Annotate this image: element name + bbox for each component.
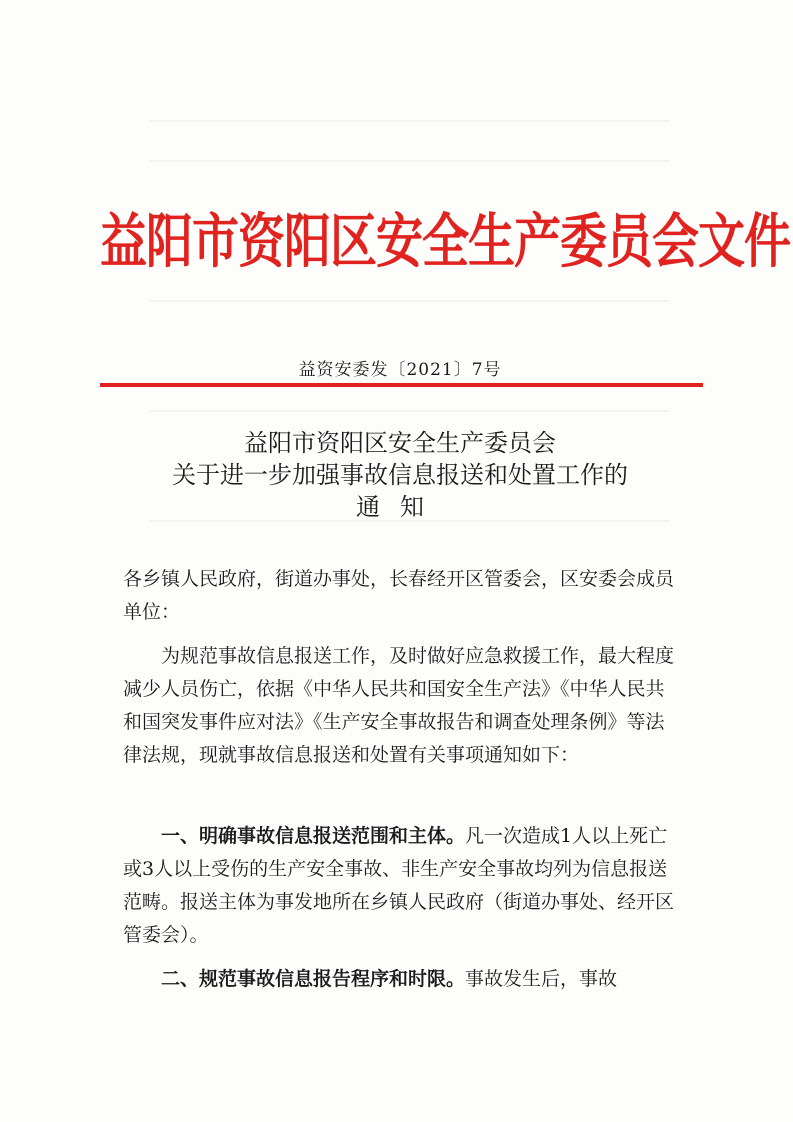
- intro-paragraph: 为规范事故信息报送工作，及时做好应急救援工作，最大程度减少人员伤亡，依据《中华人民共和国安全生产法》《中华人民共和国突发事件应对法》《生产安全事故报告和调查处理条例》等法律法规，现就事故信息报送和处置有关事项通知如下：: [123, 645, 675, 766]
- section-1-paragraph: [123, 820, 683, 952]
- bleed-through-mark: [150, 160, 670, 162]
- bleed-through-mark: [150, 120, 670, 122]
- bleed-through-mark: [150, 300, 670, 302]
- document-number: 益资安委发〔2021〕7号: [298, 360, 502, 380]
- document-header-title: 益阳市资阳区安全生产委员会文件: [100, 207, 790, 277]
- section-1-text: 凡一次造成1人以上死亡或3人以上受伤的生产安全事故、非生产安全事故均列为信息报送范畴。报送主体为事发地所在乡镇人民政府（街道办事处、经开区管委会）。: [123, 825, 675, 946]
- section-2-text: 事故发生后，事故: [465, 968, 618, 990]
- bleed-through-mark: [150, 410, 670, 412]
- salutation: 各乡镇人民政府，街道办事处，长春经开区管委会，区安委会成员单位：: [123, 568, 675, 623]
- section-2-paragraph: [123, 963, 683, 996]
- notice-title-line-3: 通知: [356, 493, 444, 521]
- notice-title-line-2: 关于进一步加强事故信息报送和处置工作的: [172, 461, 628, 489]
- notice-title-line-1: 益阳市资阳区安全生产委员会: [244, 429, 556, 457]
- section-2-heading: 二、规范事故信息报告程序和时限。: [161, 968, 466, 990]
- section-1-heading: 一、明确事故信息报送范围和主体。: [161, 825, 466, 847]
- red-separator-line: [100, 383, 703, 387]
